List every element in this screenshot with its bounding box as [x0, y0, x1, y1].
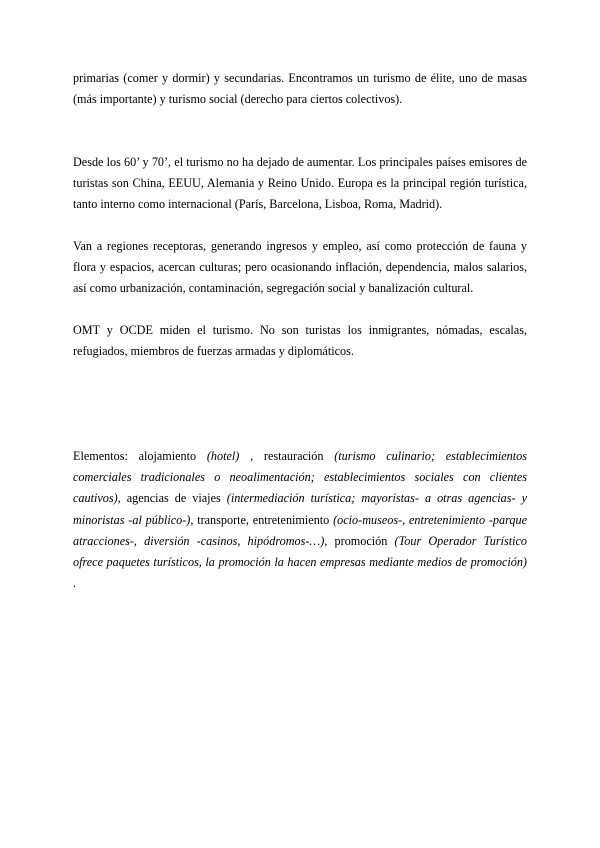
paragraph-tourism-effects: Van a regiones receptoras, generando ingresos y empleo, así como protección de fauna y flora y espacios, acercan culturas; pero ocasionando inflación, dependencia, malos salarios, así como urbanización, contaminación, segregación social y banalización cultural. — [73, 239, 527, 296]
italic-segment: (intermediación turística; mayoristas- a otras agencias- y minoristas -al público-) — [73, 491, 527, 527]
paragraph-tourism-growth: Desde los 60’ y 70’, el turismo no ha dejado de aumentar. Los principales países emisores de turistas son China, EEUU, Alemania y Reino Unido. Europa es la principal región turística, tanto interno como internacional (París, Barcelona, Lisboa, Roma, Madrid). — [73, 155, 527, 212]
paragraph-tourism-elements — [73, 446, 527, 594]
text-segment: , transporte, entretenimiento — [190, 512, 334, 527]
italic-segment: (turismo culinario; establecimientos comerciales tradicionales o neoalimentación; establecimientos sociales con clientes cautivos) — [73, 449, 527, 506]
paragraph-tourism-measurement: OMT y OCDE miden el turismo. No son turistas los inmigrantes, nómadas, escalas, refugiados, miembros de fuerzas armadas y diplomáticos. — [73, 323, 527, 359]
text-segment: , promoción — [324, 533, 395, 548]
text-segment: , restauración — [239, 449, 335, 463]
italic-segment: (hotel) — [206, 449, 240, 463]
text-segment: . — [73, 576, 77, 591]
italic-segment: (Tour Operador Turístico ofrece paquetes turísticos, la promoción la hacen empresas mediante medios de promoción) — [73, 533, 527, 570]
text-segment: Elementos: alojamiento — [73, 449, 207, 463]
text-segment: , agencias de viajes — [117, 491, 227, 506]
paragraph-tourism-types: primarias (comer y dormir) y secundarias. Encontramos un turismo de élite, uno de masas (más importante) y turismo social (derecho para ciertos colectivos). — [73, 71, 527, 107]
italic-segment: (ocio-museos-, entretenimiento -parque atracciones-, diversión -casinos, hipódromos-…) — [73, 512, 527, 548]
